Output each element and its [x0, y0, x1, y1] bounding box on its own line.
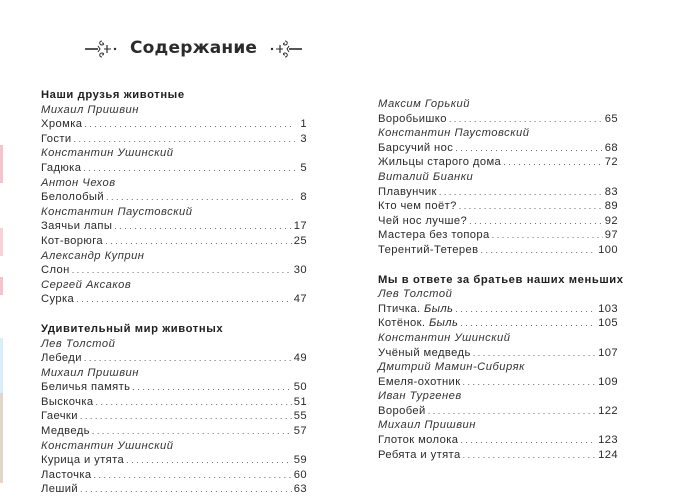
dot-leader [106, 190, 295, 205]
entry-title-text: Емеля-охотник [378, 375, 461, 388]
page-number: 109 [598, 375, 618, 388]
toc-entry[interactable] [378, 185, 618, 200]
page-number: 103 [598, 302, 618, 315]
toc-entry[interactable] [378, 404, 618, 419]
toc-entry[interactable] [41, 424, 307, 439]
entry-title-text: Птичка. [378, 302, 421, 315]
entry-title-text: Котёнок. [378, 317, 426, 330]
entry-title-text: Воробей [378, 404, 426, 417]
toc-entry[interactable] [41, 482, 307, 497]
entry-title-text: Барсучий нос [378, 141, 454, 154]
entry-title-text: Лебеди [41, 352, 82, 365]
toc-entry[interactable] [378, 199, 618, 214]
page-number: 63 [293, 483, 307, 496]
toc-entry[interactable] [41, 409, 307, 424]
author-name: Лев Толстой [378, 288, 453, 301]
entry-title [378, 214, 467, 229]
dot-leader [94, 468, 292, 483]
author-name: Александр Куприн [41, 249, 145, 262]
author-name: Константин Ушинский [378, 331, 511, 344]
page-number: 57 [293, 425, 307, 438]
page-number: 89 [604, 200, 618, 213]
page-number: 50 [293, 381, 307, 394]
page-number: 83 [604, 185, 618, 198]
dot-leader [114, 219, 291, 234]
dot-leader [74, 132, 296, 147]
dot-leader [459, 199, 603, 214]
entry-title [41, 292, 74, 307]
author-name: Антон Чехов [41, 176, 116, 189]
author-name: Михаил Пришвин [378, 419, 476, 432]
entry-title-text: Терентий-Тетерев [378, 243, 479, 256]
dot-leader [463, 448, 597, 463]
entry-title-text: Мастера без топора [378, 229, 490, 242]
entry-title-text: Слон [41, 264, 70, 277]
toc-entry[interactable] [41, 380, 307, 395]
entry-title [41, 351, 82, 366]
entry-title [378, 375, 461, 390]
entry-title-text: Плавунчик [378, 185, 437, 198]
dot-leader [95, 395, 291, 410]
entry-title [41, 117, 82, 132]
dot-leader [492, 228, 603, 243]
dot-leader [72, 263, 292, 278]
entry-title [41, 219, 112, 234]
toc-entry[interactable] [41, 219, 307, 234]
author-name: Михаил Пришвин [41, 103, 139, 116]
dot-leader [473, 346, 596, 361]
dot-leader [105, 234, 292, 249]
entry-title-text: Заячьи лапы [41, 220, 113, 233]
toc-entry[interactable] [378, 448, 618, 463]
toc-left-column [41, 88, 307, 497]
edge-blue-mark [0, 338, 3, 393]
dot-leader [503, 155, 603, 170]
dot-leader [126, 453, 292, 468]
dot-leader [460, 316, 596, 331]
page-number: 107 [598, 346, 618, 359]
toc-entry[interactable] [41, 468, 307, 483]
author-name: Максим Горький [378, 98, 470, 110]
page-number: 60 [293, 468, 307, 481]
page-number: 68 [604, 141, 618, 154]
page-number: 72 [604, 156, 618, 169]
entry-title-text: Гости [41, 132, 72, 145]
entry-title [378, 302, 453, 317]
entry-title [378, 433, 458, 448]
contents-heading [84, 36, 303, 60]
dot-leader [83, 161, 295, 176]
entry-title [41, 409, 78, 424]
toc-entry[interactable] [378, 141, 618, 156]
author-name: Константин Паустовский [378, 127, 530, 140]
entry-title-text: Гаечки [41, 410, 78, 423]
toc-entry[interactable] [378, 316, 618, 331]
entry-title-text: Чей нос лучше? [378, 214, 468, 227]
author-name: Лев Толстой [41, 337, 116, 350]
dot-leader [84, 117, 295, 132]
page-number: 51 [293, 395, 307, 408]
toc-entry[interactable] [378, 433, 618, 448]
author-name: Сергей Аксаков [41, 278, 132, 291]
dot-leader [449, 112, 603, 127]
dot-leader [76, 292, 292, 307]
entry-title [378, 112, 447, 127]
dot-leader [80, 482, 292, 497]
toc-entry[interactable] [378, 214, 618, 229]
entry-title-text: Выскочка [41, 395, 94, 408]
edge-pink-mark [0, 145, 3, 183]
entry-title [378, 346, 471, 361]
toc-entry[interactable] [41, 234, 307, 249]
entry-title-text: Леший [41, 483, 79, 496]
entry-title [378, 155, 501, 170]
page-number: 3 [300, 132, 307, 145]
page-number: 122 [598, 404, 618, 417]
entry-title [378, 199, 457, 214]
dot-leader [439, 185, 603, 200]
toc-entry[interactable] [41, 117, 307, 132]
edge-pink-mark [0, 277, 3, 295]
section-spacer [41, 307, 307, 322]
entry-title [41, 468, 92, 483]
entry-title [41, 190, 104, 205]
toc-entry[interactable] [41, 292, 307, 307]
section-title: Мы в ответе за братьев наших меньших [378, 273, 624, 286]
toc-entry[interactable] [378, 375, 618, 390]
page-number: 105 [598, 317, 618, 330]
toc-entry[interactable] [378, 228, 618, 243]
entry-title-text: Гадюка [41, 161, 82, 174]
page-number: 92 [604, 214, 618, 227]
dot-leader [92, 424, 292, 439]
section-title: Удивительный мир животных [41, 322, 224, 335]
toc-entry[interactable] [378, 243, 618, 258]
toc-entry[interactable] [41, 161, 307, 176]
entry-title-text: Белолобый [41, 191, 104, 204]
toc-entry[interactable] [378, 112, 618, 127]
entry-title [41, 161, 81, 176]
entry-title-text: Медведь [41, 425, 90, 438]
entry-title [378, 448, 461, 463]
entry-title-text: Глоток молока [378, 434, 459, 447]
entry-title [378, 243, 478, 258]
entry-title-text: Кто чем поёт? [378, 200, 457, 213]
entry-title-text: Курица и утята [41, 454, 125, 467]
page-number: 8 [300, 191, 307, 204]
entry-title [41, 424, 90, 439]
entry-title-text: Беличья память [41, 381, 131, 394]
page-number: 25 [293, 234, 307, 247]
toc-entry[interactable] [378, 302, 618, 317]
entry-title [41, 380, 130, 395]
page-number: 55 [293, 410, 307, 423]
dot-leader [455, 141, 603, 156]
entry-title [378, 185, 437, 200]
dot-leader [469, 214, 603, 229]
page-number: 65 [604, 112, 618, 125]
entry-title-text: Воробьишко [378, 112, 447, 125]
page-title: Содержание [130, 38, 258, 58]
toc-entry[interactable] [41, 263, 307, 278]
entry-title-text: Жильцы старого дома [378, 156, 502, 169]
author-name: Виталий Бианки [378, 170, 474, 183]
page-number: 49 [293, 352, 307, 365]
page-number: 59 [293, 454, 307, 467]
toc-entry[interactable] [41, 190, 307, 205]
author-name: Дмитрий Мамин-Сибиряк [378, 361, 525, 374]
entry-title-text: Учёный медведь [378, 346, 471, 359]
toc-entry[interactable] [378, 155, 618, 170]
ornament-right-icon [267, 37, 303, 59]
author-name: Константин Паустовский [41, 205, 193, 218]
toc-entry[interactable] [41, 453, 307, 468]
page-number: 124 [598, 448, 618, 461]
entry-title-text: Ласточка [41, 468, 92, 481]
edge-pink-mark [0, 228, 3, 256]
page-number: 97 [604, 229, 618, 242]
dot-leader [460, 433, 596, 448]
page-number: 30 [293, 264, 307, 277]
page-number: 100 [598, 243, 618, 256]
entry-title [41, 482, 78, 497]
entry-subtitle: Быль [428, 317, 459, 330]
dot-leader [80, 409, 292, 424]
author-name: Михаил Пришвин [41, 366, 139, 379]
entry-title [378, 141, 453, 156]
toc-entry[interactable] [378, 346, 618, 361]
toc-entry[interactable] [41, 132, 307, 147]
entry-title-text: Сурка [41, 293, 75, 306]
section-spacer [378, 258, 618, 273]
toc-entry[interactable] [41, 395, 307, 410]
entry-title-text: Кот-ворюга [41, 234, 104, 247]
page-number: 17 [293, 220, 307, 233]
author-name: Константин Ушинский [41, 439, 174, 452]
entry-title-text: Ребята и утята [378, 448, 461, 461]
page-edge-strip [0, 0, 3, 483]
entry-title [41, 234, 103, 249]
entry-title [378, 228, 490, 243]
toc-entry[interactable] [41, 351, 307, 366]
page-number: 1 [300, 118, 307, 131]
dot-leader [455, 302, 596, 317]
dot-leader [428, 404, 596, 419]
entry-subtitle: Быль [424, 302, 454, 315]
entry-title [378, 316, 458, 331]
dot-leader [132, 380, 291, 395]
edge-sand-mark [0, 393, 3, 483]
author-name: Иван Тургенев [378, 390, 462, 403]
entry-title [41, 453, 124, 468]
page-number: 5 [300, 161, 307, 174]
dot-leader [480, 243, 596, 258]
page-number: 47 [293, 293, 307, 306]
ornament-left-icon [84, 37, 120, 59]
author-name: Константин Ушинский [41, 147, 174, 160]
dot-leader [84, 351, 292, 366]
page-number: 123 [598, 434, 618, 447]
dot-leader [463, 375, 597, 390]
section-title: Наши друзья животные [41, 89, 185, 101]
entry-title [378, 404, 426, 419]
entry-title [41, 132, 72, 147]
entry-title [41, 395, 93, 410]
entry-title-text: Хромка [41, 118, 83, 131]
toc-right-column [378, 97, 624, 462]
entry-title [41, 263, 70, 278]
